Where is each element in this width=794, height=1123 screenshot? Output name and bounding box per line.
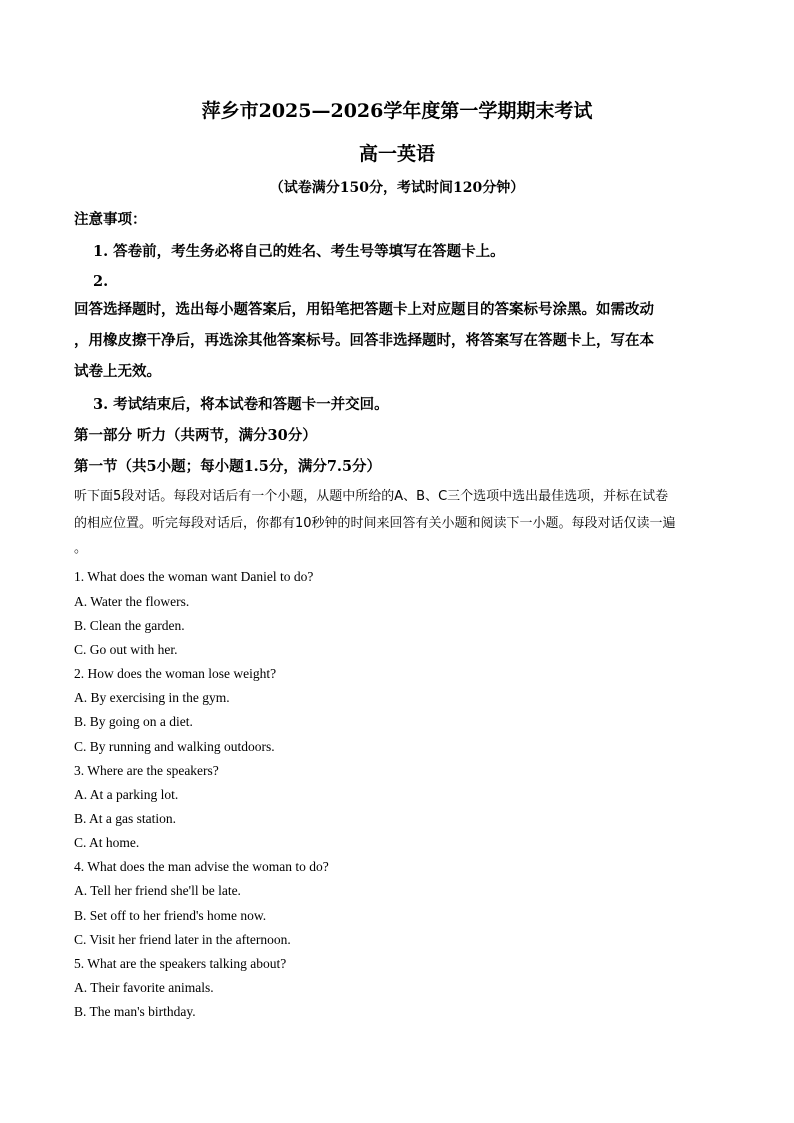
notice-item-3: 3. 考试结束后，将本试卷和答题卡一并交回。	[93, 396, 389, 413]
notice-item-2-number: 2.	[93, 273, 109, 290]
notice-item-2-line2: ，用橡皮擦干净后，再选涂其他答案标号。回答非选择题时，将答案写在答题卡上，写在本	[74, 332, 654, 349]
notice-item-1: 1. 答卷前，考生务必将自己的姓名、考生号等填写在答题卡上。	[93, 243, 505, 260]
question-3-option-b: B. At a gas station.	[74, 811, 176, 826]
section1-heading: 第一节（共5小题；每小题1.5分，满分7.5分）	[74, 458, 382, 475]
part1-heading: 第一部分 听力（共两节，满分30分）	[74, 427, 317, 444]
question-5-option-a: A. Their favorite animals.	[74, 980, 214, 995]
question-5: 5. What are the speakers talking about?	[74, 956, 287, 971]
question-3-option-a: A. At a parking lot.	[74, 787, 179, 802]
question-1: 1. What does the woman want Daniel to do?	[74, 569, 314, 584]
question-1-option-b: B. Clean the garden.	[74, 618, 185, 633]
exam-title: 萍乡市2025—2026学年度第一学期期末考试	[201, 100, 593, 122]
question-4-option-c: C. Visit her friend later in the afternoon.	[74, 932, 291, 947]
notice-heading: 注意事项：	[74, 211, 147, 228]
question-2-option-b: B. By going on a diet.	[74, 714, 193, 729]
question-2-option-a: A. By exercising in the gym.	[74, 690, 230, 705]
notice-item-2-line1: 回答选择题时，选出每小题答案后，用铅笔把答题卡上对应题目的答案标号涂黑。如需改动	[74, 301, 654, 318]
question-2-option-c: C. By running and walking outdoors.	[74, 739, 275, 754]
instructions-line1: 听下面5段对话。每段对话后有一个小题，从题中所给的A、B、C三个选项中选出最佳选项，并标在试卷	[74, 489, 669, 504]
question-1-option-a: A. Water the flowers.	[74, 594, 190, 609]
question-1-option-c: C. Go out with her.	[74, 642, 178, 657]
notice-item-2-line3: 试卷上无效。	[74, 363, 161, 380]
instructions-line2: 的相应位置。听完每段对话后，你都有10秒钟的时间来回答有关小题和阅读下一小题。每段对话仅读一遍	[74, 516, 676, 531]
question-5-option-b: B. The man's birthday.	[74, 1004, 196, 1019]
question-4-option-b: B. Set off to her friend's home now.	[74, 908, 267, 923]
question-3: 3. Where are the speakers?	[74, 763, 219, 778]
question-4: 4. What does the man advise the woman to do?	[74, 859, 329, 874]
score-note: （试卷满分150分，考试时间120分钟）	[269, 180, 525, 196]
question-3-option-c: C. At home.	[74, 835, 140, 850]
instructions-line3: 。	[74, 541, 88, 556]
exam-subject: 高一英语	[358, 143, 435, 165]
question-2: 2. How does the woman lose weight?	[74, 666, 277, 681]
question-4-option-a: A. Tell her friend she'll be late.	[74, 883, 241, 898]
